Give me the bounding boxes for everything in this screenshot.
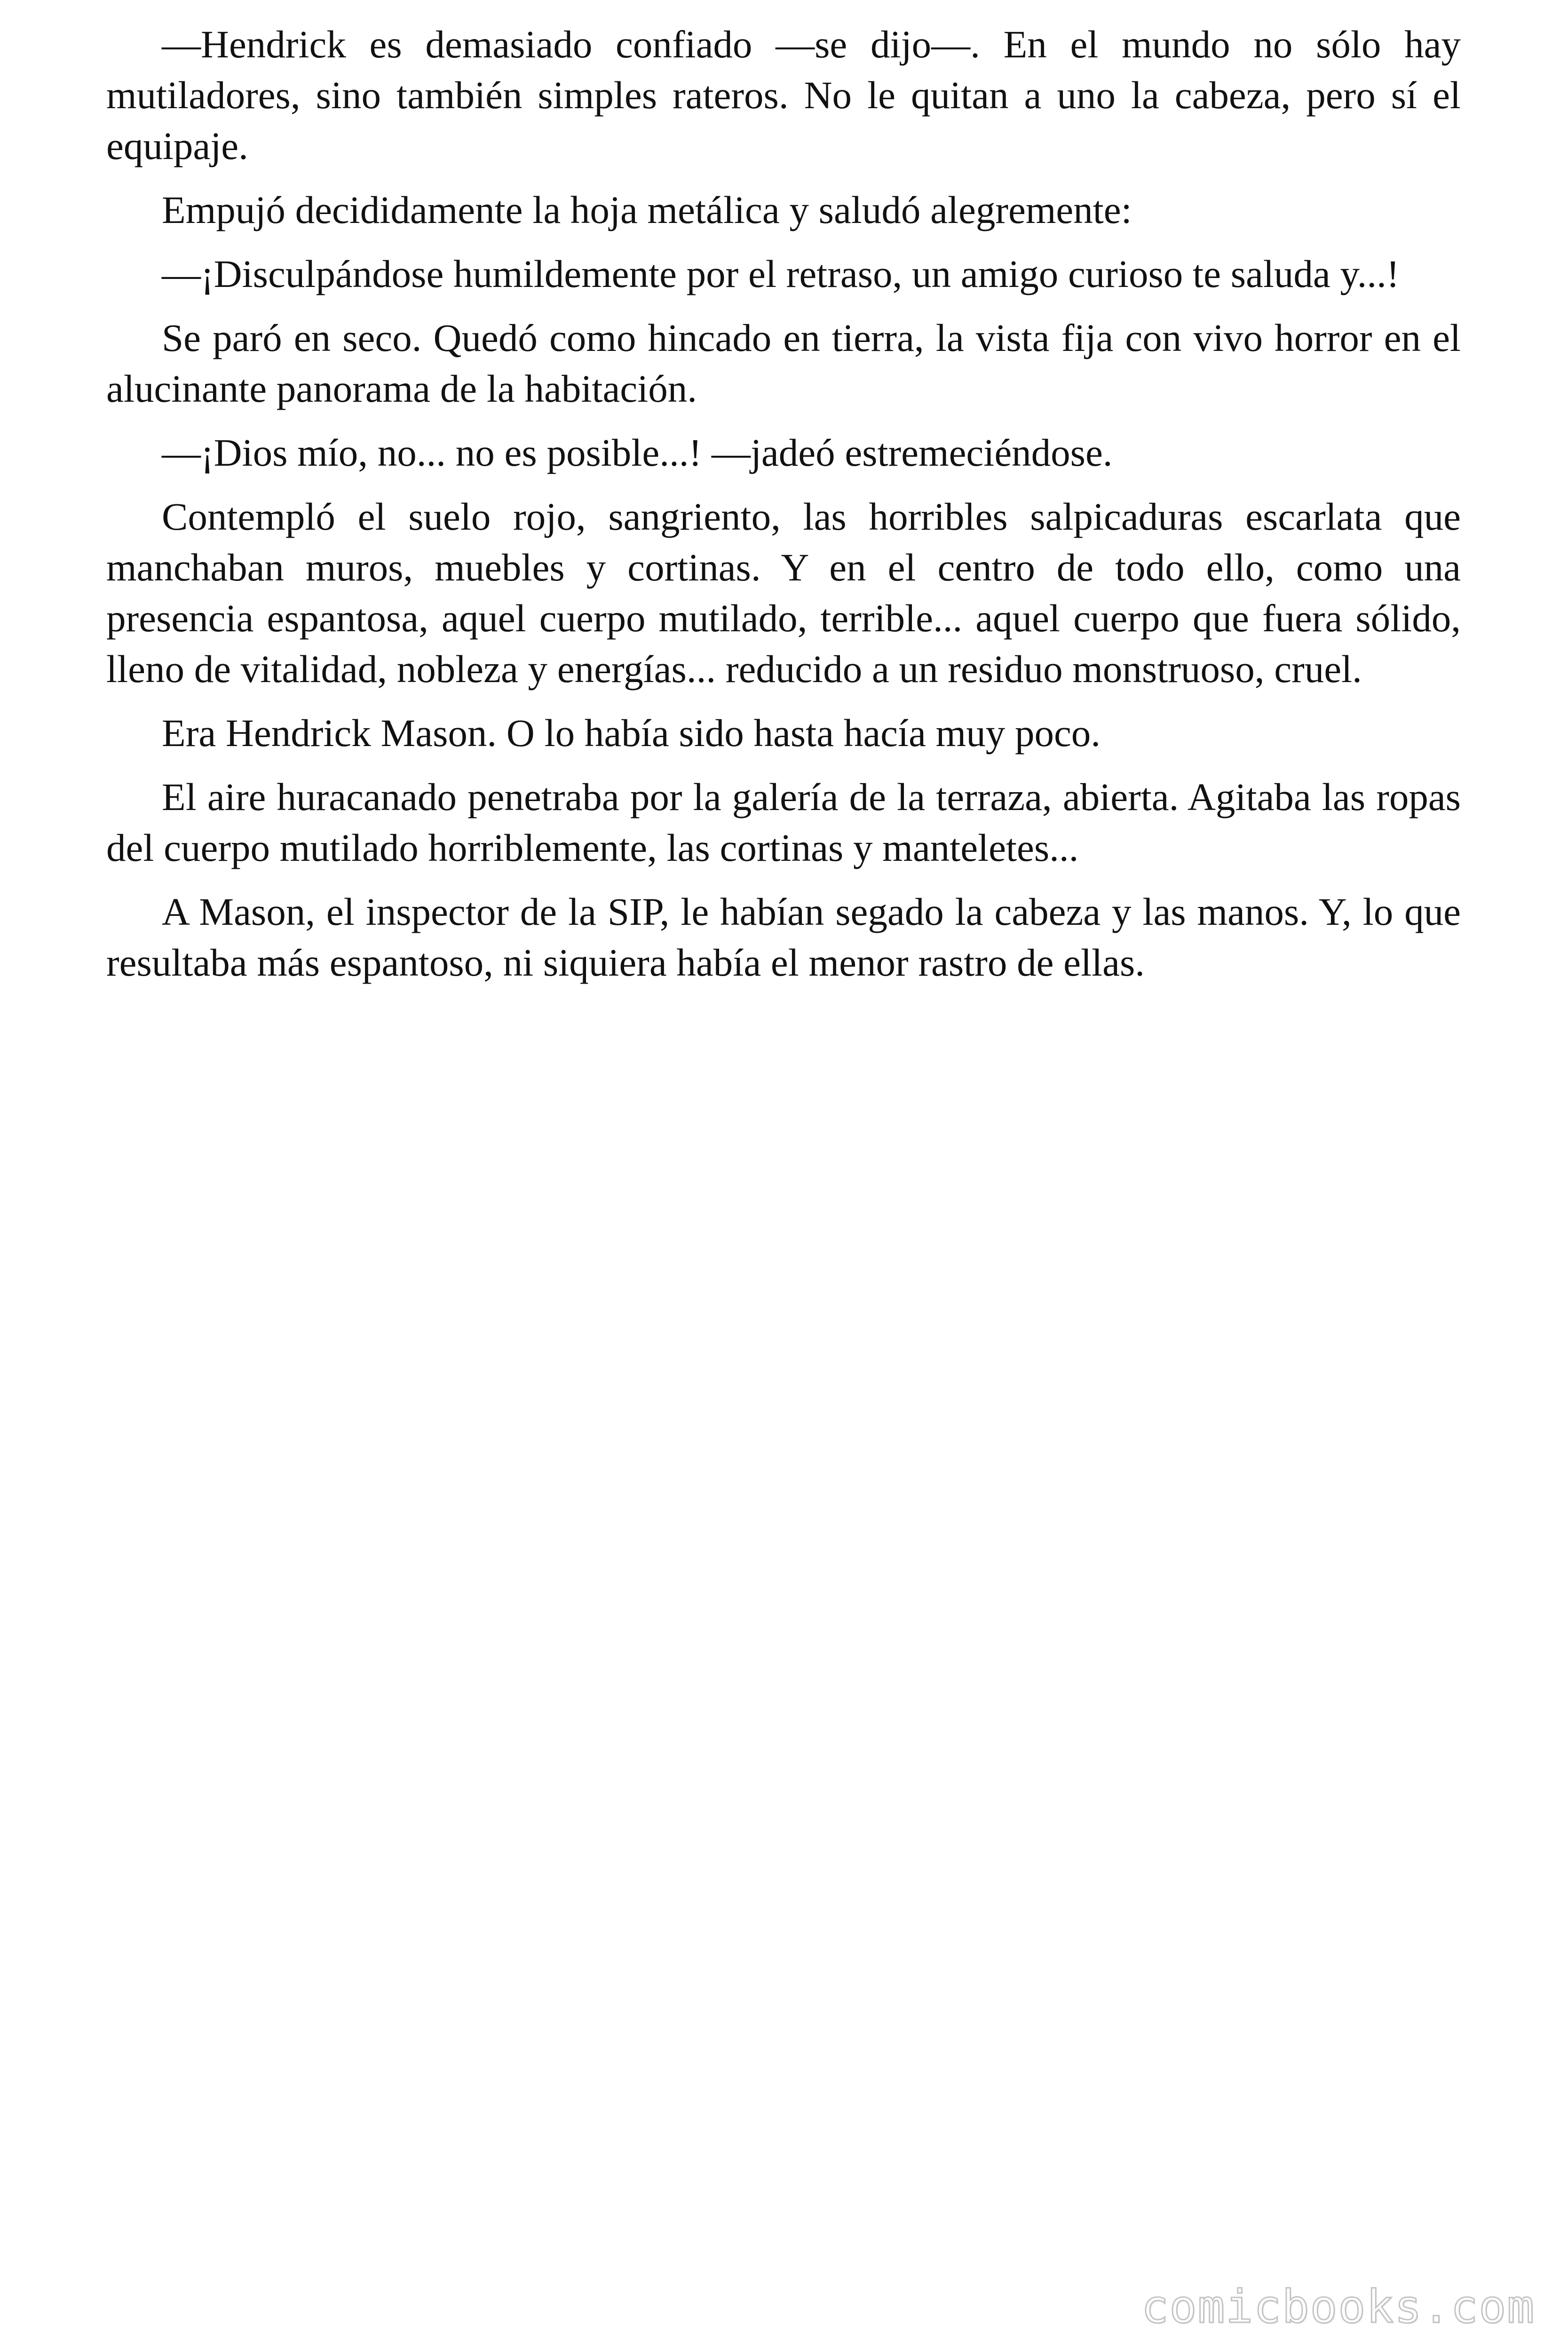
page-body [106,19,1461,1001]
paragraph: —¡Dios mío, no... no es posible...! —jadeó estremeciéndose. [162,431,1113,474]
paragraph: A Mason, el inspector de la SIP, le habían segado la cabeza y las manos. Y, lo que resultaba más espantoso, ni siquiera había el menor rastro de ellas. [106,890,1461,984]
paragraph: —Hendrick es demasiado confiado —se dijo—. En el mundo no sólo hay mutiladores, sino también simples rateros. No le quitan a uno la cabeza, pero sí el equipaje. [106,23,1461,167]
paragraph: Era Hendrick Mason. O lo había sido hasta hacía muy poco. [162,711,1101,755]
paragraph: —¡Disculpándose humildemente por el retraso, un amigo curioso te saluda y...! [162,252,1400,295]
paragraph: El aire huracanado penetraba por la galería de la terraza, abierta. Agitaba las ropas del cuerpo mutilado horriblemente, las cortinas y manteletes... [106,775,1461,869]
paragraph: Empujó decididamente la hoja metálica y saludó alegremente: [162,188,1132,231]
watermark: comicbooks.com [1141,2280,1535,2333]
paragraph: Se paró en seco. Quedó como hincado en tierra, la vista fija con vivo horror en el alucinante panorama de la habitación. [106,316,1461,410]
paragraph: Contempló el suelo rojo, sangriento, las horribles salpicaduras escarlata que manchaban muros, muebles y cortinas. Y en el centro de todo ello, como una presencia espantosa, aquel cuerpo mutilado, terrible... aquel cuerpo que fuera sólido, lleno de vitalidad, nobleza y energías... reducido a un residuo monstruoso, cruel. [106,495,1461,691]
